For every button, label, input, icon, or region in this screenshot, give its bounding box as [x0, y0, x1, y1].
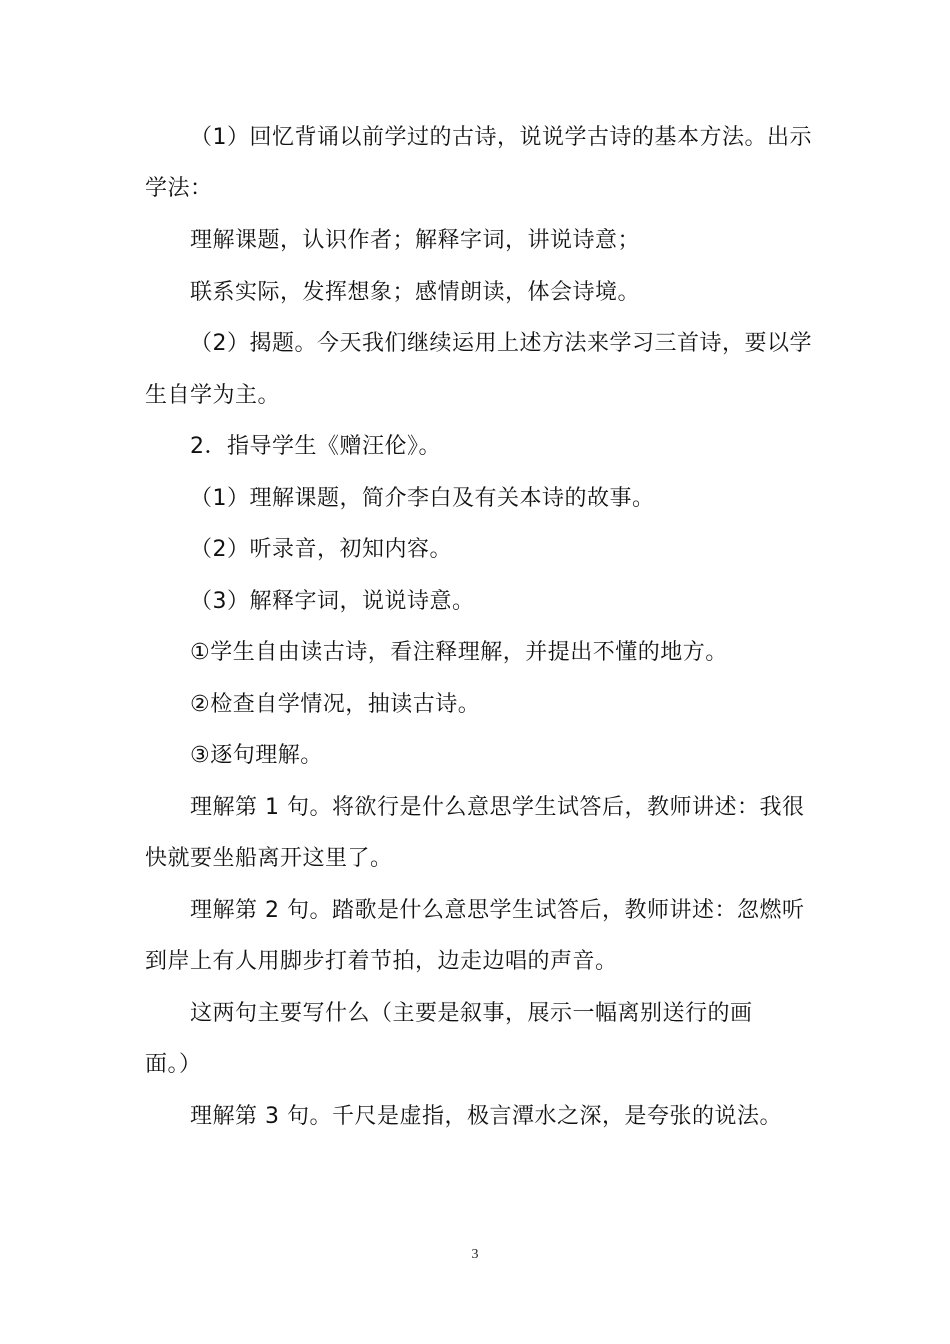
text-line: 学法： — [145, 176, 213, 201]
text-line: 2．指导学生《赠汪伦》。 — [190, 434, 441, 459]
text-line: （2）揭题。今天我们继续运用上述方法来学习三首诗，要以学 — [190, 331, 812, 356]
text-line: 快就要坐船离开这里了。 — [145, 846, 393, 871]
text-line: 联系实际，发挥想象；感情朗读，体会诗境。 — [190, 280, 641, 305]
text-line: （1）理解课题，简介李白及有关本诗的故事。 — [190, 486, 655, 511]
text-line: （2）听录音，初知内容。 — [190, 537, 452, 562]
text-line: 理解第 3 句。千尺是虚指，极言潭水之深，是夸张的说法。 — [190, 1104, 782, 1129]
text-line: （3）解释字词，说说诗意。 — [190, 589, 475, 614]
text-line: 面。） — [145, 1052, 202, 1077]
text-line: ③逐句理解。 — [190, 743, 323, 768]
text-line: 理解第 2 句。踏歌是什么意思学生试答后，教师讲述：忽燃听 — [190, 898, 805, 923]
text-line: 理解第 1 句。将欲行是什么意思学生试答后，教师讲述：我很 — [190, 795, 805, 820]
text-line: 生自学为主。 — [145, 383, 281, 408]
text-line: 这两句主要写什么（主要是叙事，展示一幅离别送行的画 — [190, 1001, 753, 1026]
text-line: ①学生自由读古诗，看注释理解，并提出不懂的地方。 — [190, 640, 728, 665]
text-line: （1）回忆背诵以前学过的古诗，说说学古诗的基本方法。出示 — [190, 125, 812, 150]
text-line: 到岸上有人用脚步打着节拍，边走边唱的声音。 — [145, 949, 618, 974]
page-number: 3 — [471, 1247, 479, 1262]
text-line: 理解课题，认识作者；解释字词，讲说诗意； — [190, 228, 641, 253]
text-line: ②检查自学情况，抽读古诗。 — [190, 692, 481, 717]
